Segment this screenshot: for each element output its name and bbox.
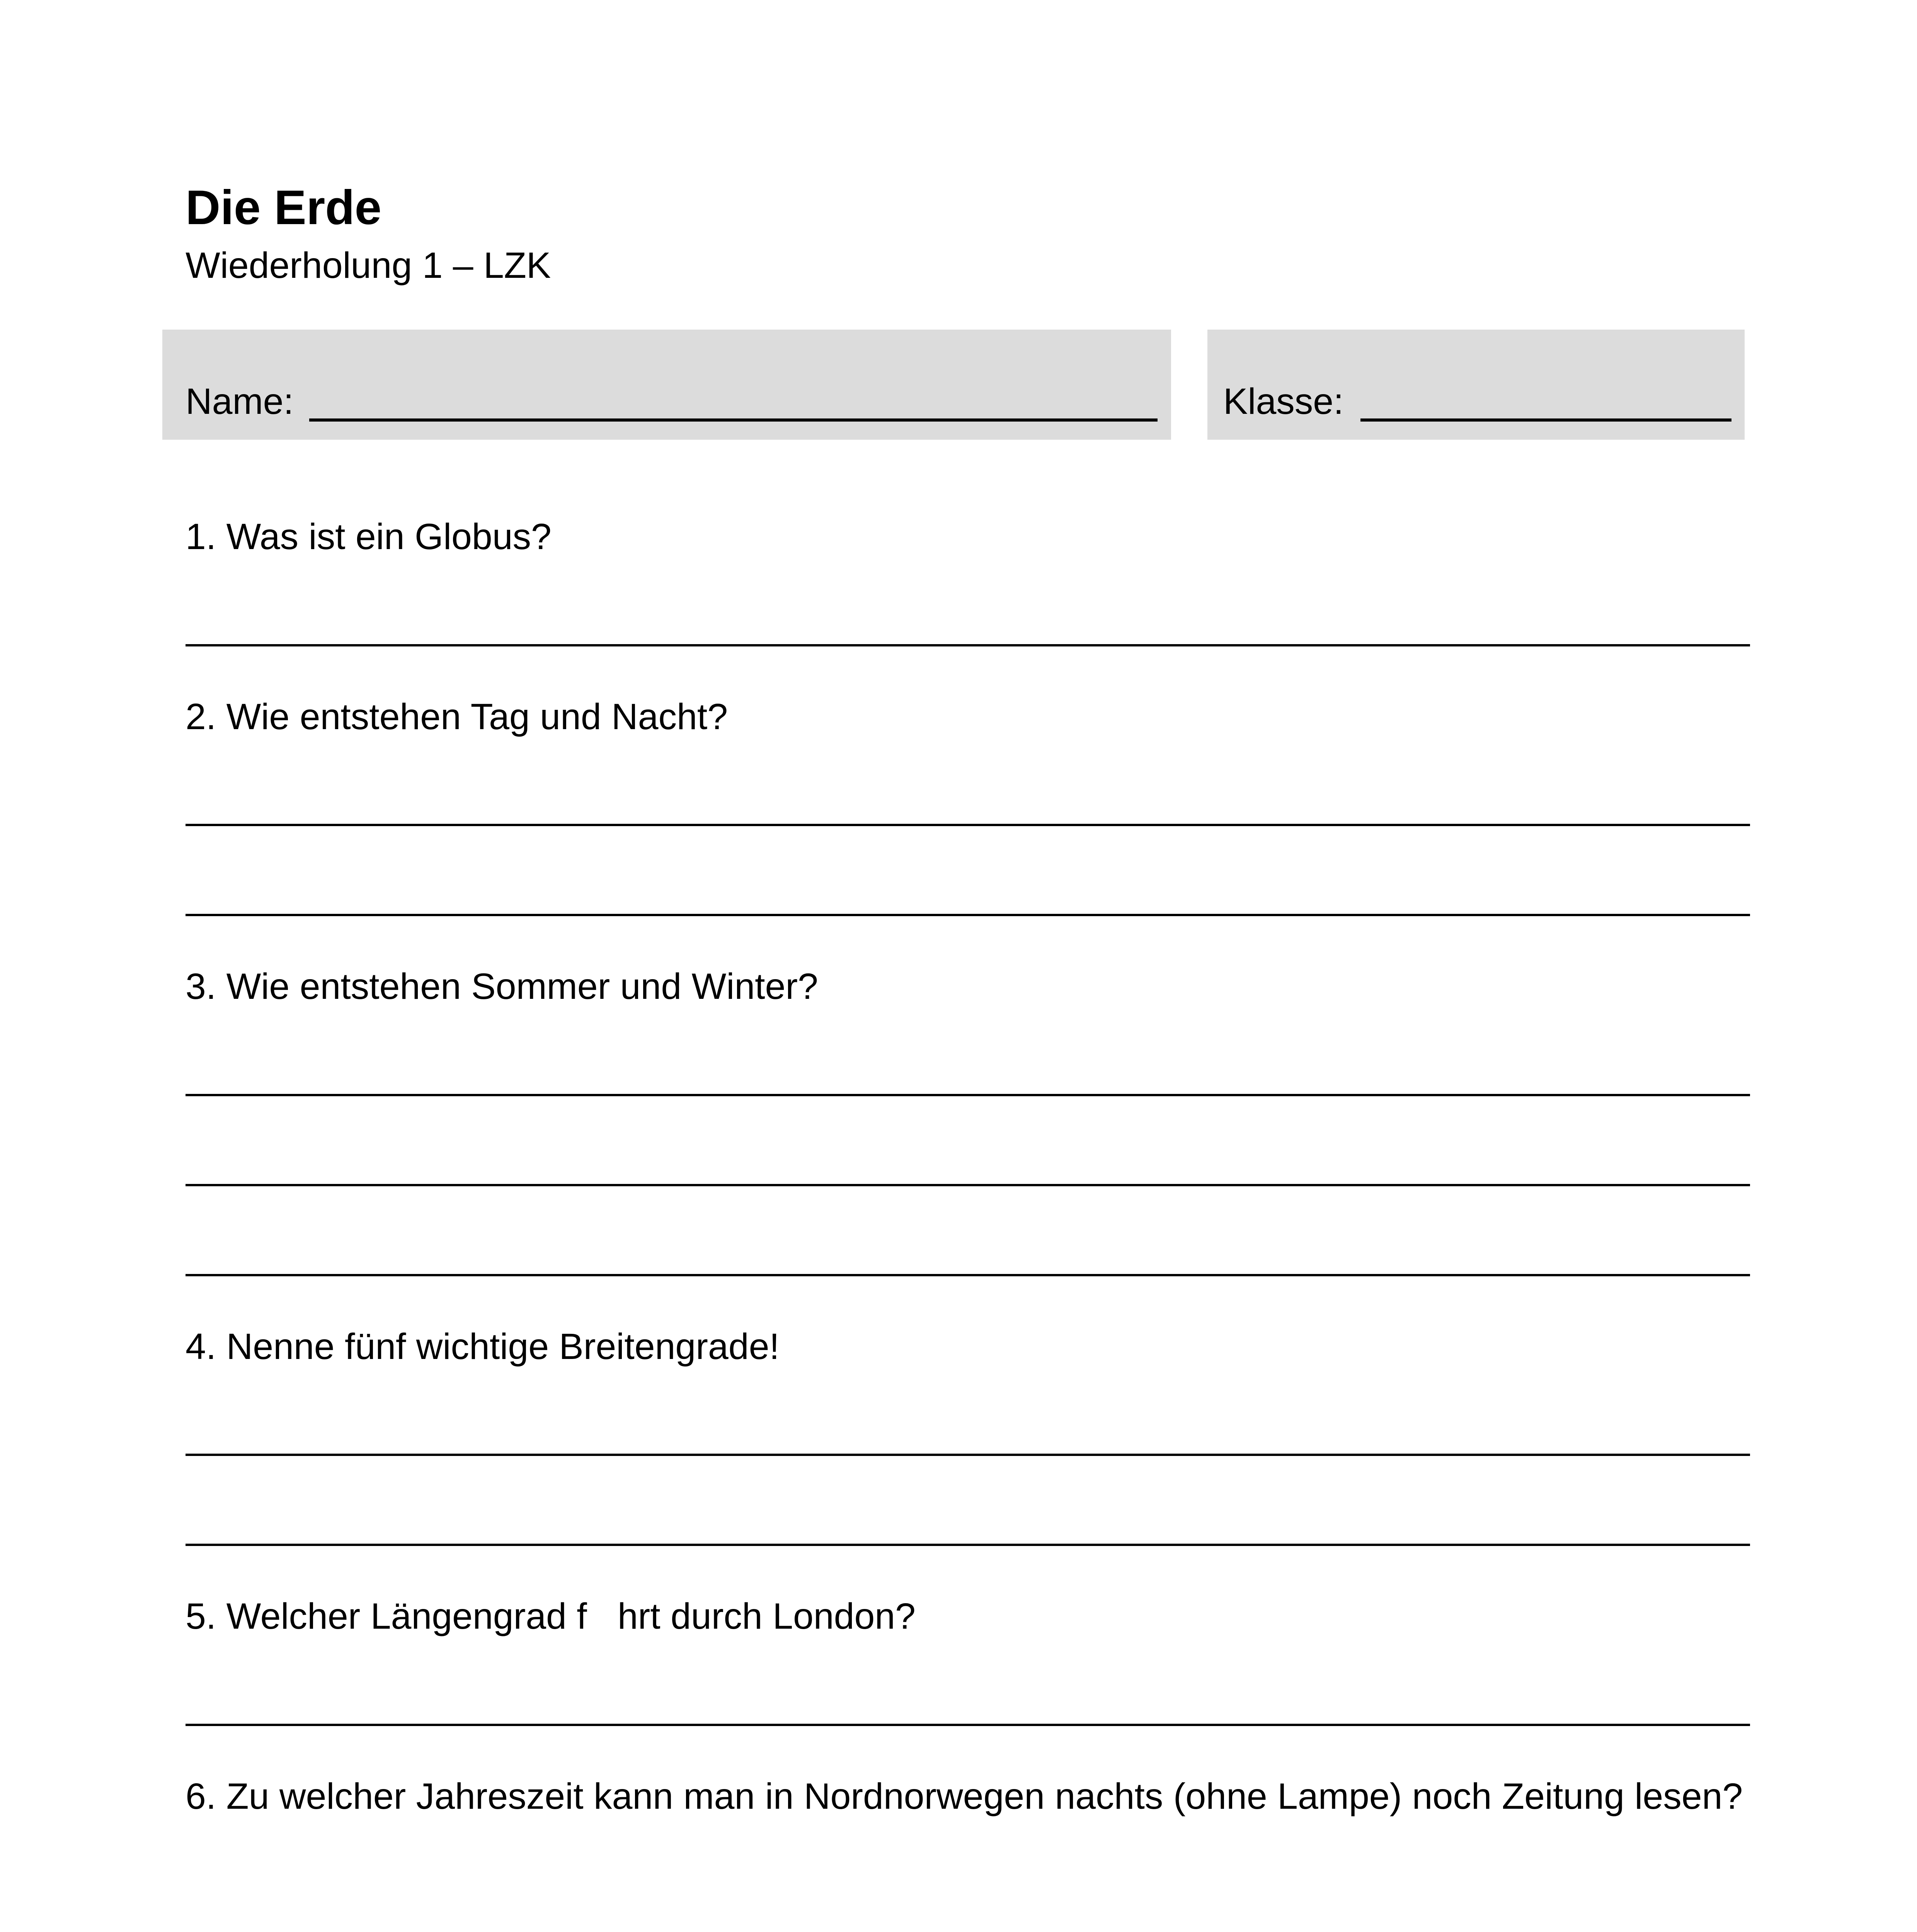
question-1: 1. Was ist ein Globus? xyxy=(186,516,552,557)
answer-line[interactable] xyxy=(186,1544,1750,1546)
name-field[interactable] xyxy=(309,418,1158,422)
class-field[interactable] xyxy=(1360,418,1731,422)
name-box xyxy=(162,330,1171,440)
question-5: 5. Welcher Längengrad f hrt durch London? xyxy=(186,1596,916,1637)
page-subtitle: Wiederholung 1 – LZK xyxy=(186,245,551,286)
answer-line[interactable] xyxy=(186,914,1750,916)
answer-line[interactable] xyxy=(186,1724,1750,1726)
question-2: 2. Wie entstehen Tag und Nacht? xyxy=(186,696,728,737)
answer-line[interactable] xyxy=(186,1274,1750,1276)
question-6: 6. Zu welcher Jahreszeit kann man in Nordnorwegen nachts (ohne Lampe) noch Zeitung lesen? xyxy=(186,1776,1743,1817)
question-4: 4. Nenne fünf wichtige Breitengrade! xyxy=(186,1326,780,1367)
answer-line[interactable] xyxy=(186,1184,1750,1186)
class-label: Klasse: xyxy=(1223,381,1344,422)
answer-line[interactable] xyxy=(186,1094,1750,1096)
answer-line[interactable] xyxy=(186,824,1750,826)
answer-line[interactable] xyxy=(186,644,1750,646)
name-label: Name: xyxy=(186,381,294,422)
answer-line[interactable] xyxy=(186,1454,1750,1456)
question-3: 3. Wie entstehen Sommer und Winter? xyxy=(186,966,818,1007)
page-title: Die Erde xyxy=(186,181,382,235)
